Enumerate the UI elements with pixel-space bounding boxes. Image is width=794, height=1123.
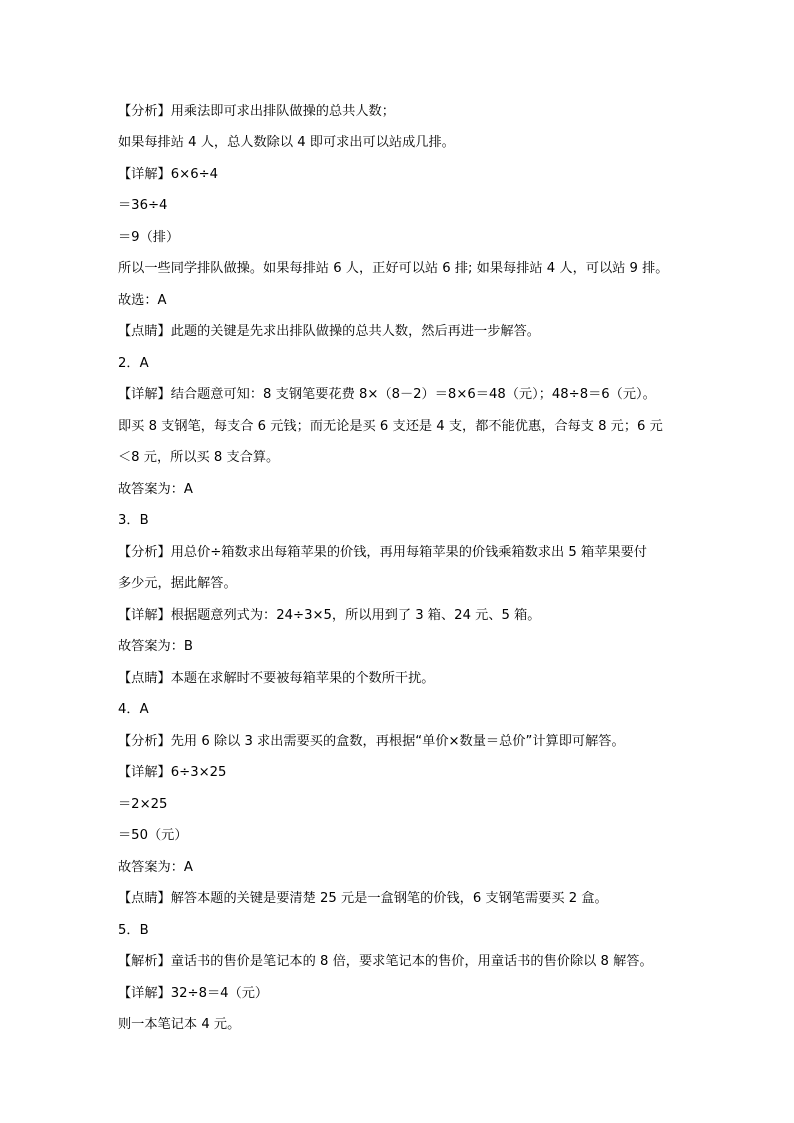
text-line: 【分析】用乘法即可求出排队做操的总共人数； [118, 104, 395, 119]
text-line: 则一本笔记本 4 元。 [118, 1017, 241, 1032]
text-line: ＝9（排） [118, 230, 180, 245]
text-line: 【详解】6÷3×25 [118, 765, 227, 780]
text-line: 【分析】先用 6 除以 3 求出需要买的盒数，再根据“单价×数量＝总价”计算即可解答。 [118, 734, 625, 749]
text-line: ＝50（元） [118, 828, 188, 843]
question-number: 4．A [118, 702, 149, 717]
text-line: 多少元，据此解答。 [118, 576, 237, 591]
text-line: 故选：A [118, 293, 167, 308]
text-line: 【解析】童话书的售价是笔记本的 8 倍，要求笔记本的售价，用童话书的售价除以 8 解答。 [118, 954, 653, 969]
text-line: 故答案为：A [118, 482, 193, 497]
text-line: 【点睛】此题的关键是先求出排队做操的总共人数，然后再进一步解答。 [118, 324, 540, 339]
text-line: 【分析】用总价÷箱数求出每箱苹果的价钱，再用每箱苹果的价钱乘箱数求出 5 箱苹果要付 [118, 545, 647, 560]
text-line: 【详解】结合题意可知：8 支钢笔要花费 8×（8－2）＝8×6＝48（元）；48÷8＝6（元）。 [118, 387, 656, 402]
text-line: 所以一些同学排队做操。如果每排站 6 人，正好可以站 6 排; 如果每排站 4 人，可以站 9 排。 [118, 261, 669, 276]
text-line: ＝2×25 [118, 797, 168, 812]
text-line: 故答案为：B [118, 639, 193, 654]
text-line: ＝36÷4 [118, 198, 168, 213]
text-line: 故答案为：A [118, 860, 193, 875]
text-line: 【点睛】本题在求解时不要被每箱苹果的个数所干扰。 [118, 671, 435, 686]
text-line: 如果每排站 4 人，总人数除以 4 即可求出可以站成几排。 [118, 135, 455, 150]
question-number: 2．A [118, 356, 149, 371]
text-line: 【详解】6×6÷4 [118, 167, 219, 182]
text-line: 【详解】32÷8＝4（元） [118, 986, 269, 1001]
text-line: 即买 8 支钢笔，每支合 6 元钱；而无论是买 6 支还是 4 支，都不能优惠，合每支 8 元；6 元 [118, 419, 663, 434]
text-line: 【点睛】解答本题的关键是要清楚 25 元是一盒钢笔的价钱，6 支钢笔需要买 2 盒。 [118, 891, 608, 906]
text-line: ＜8 元，所以买 8 支合算。 [118, 450, 280, 465]
question-number: 5．B [118, 923, 149, 938]
question-number: 3．B [118, 513, 149, 528]
text-line: 【详解】根据题意列式为：24÷3×5，所以用到了 3 箱、24 元、5 箱。 [118, 608, 541, 623]
